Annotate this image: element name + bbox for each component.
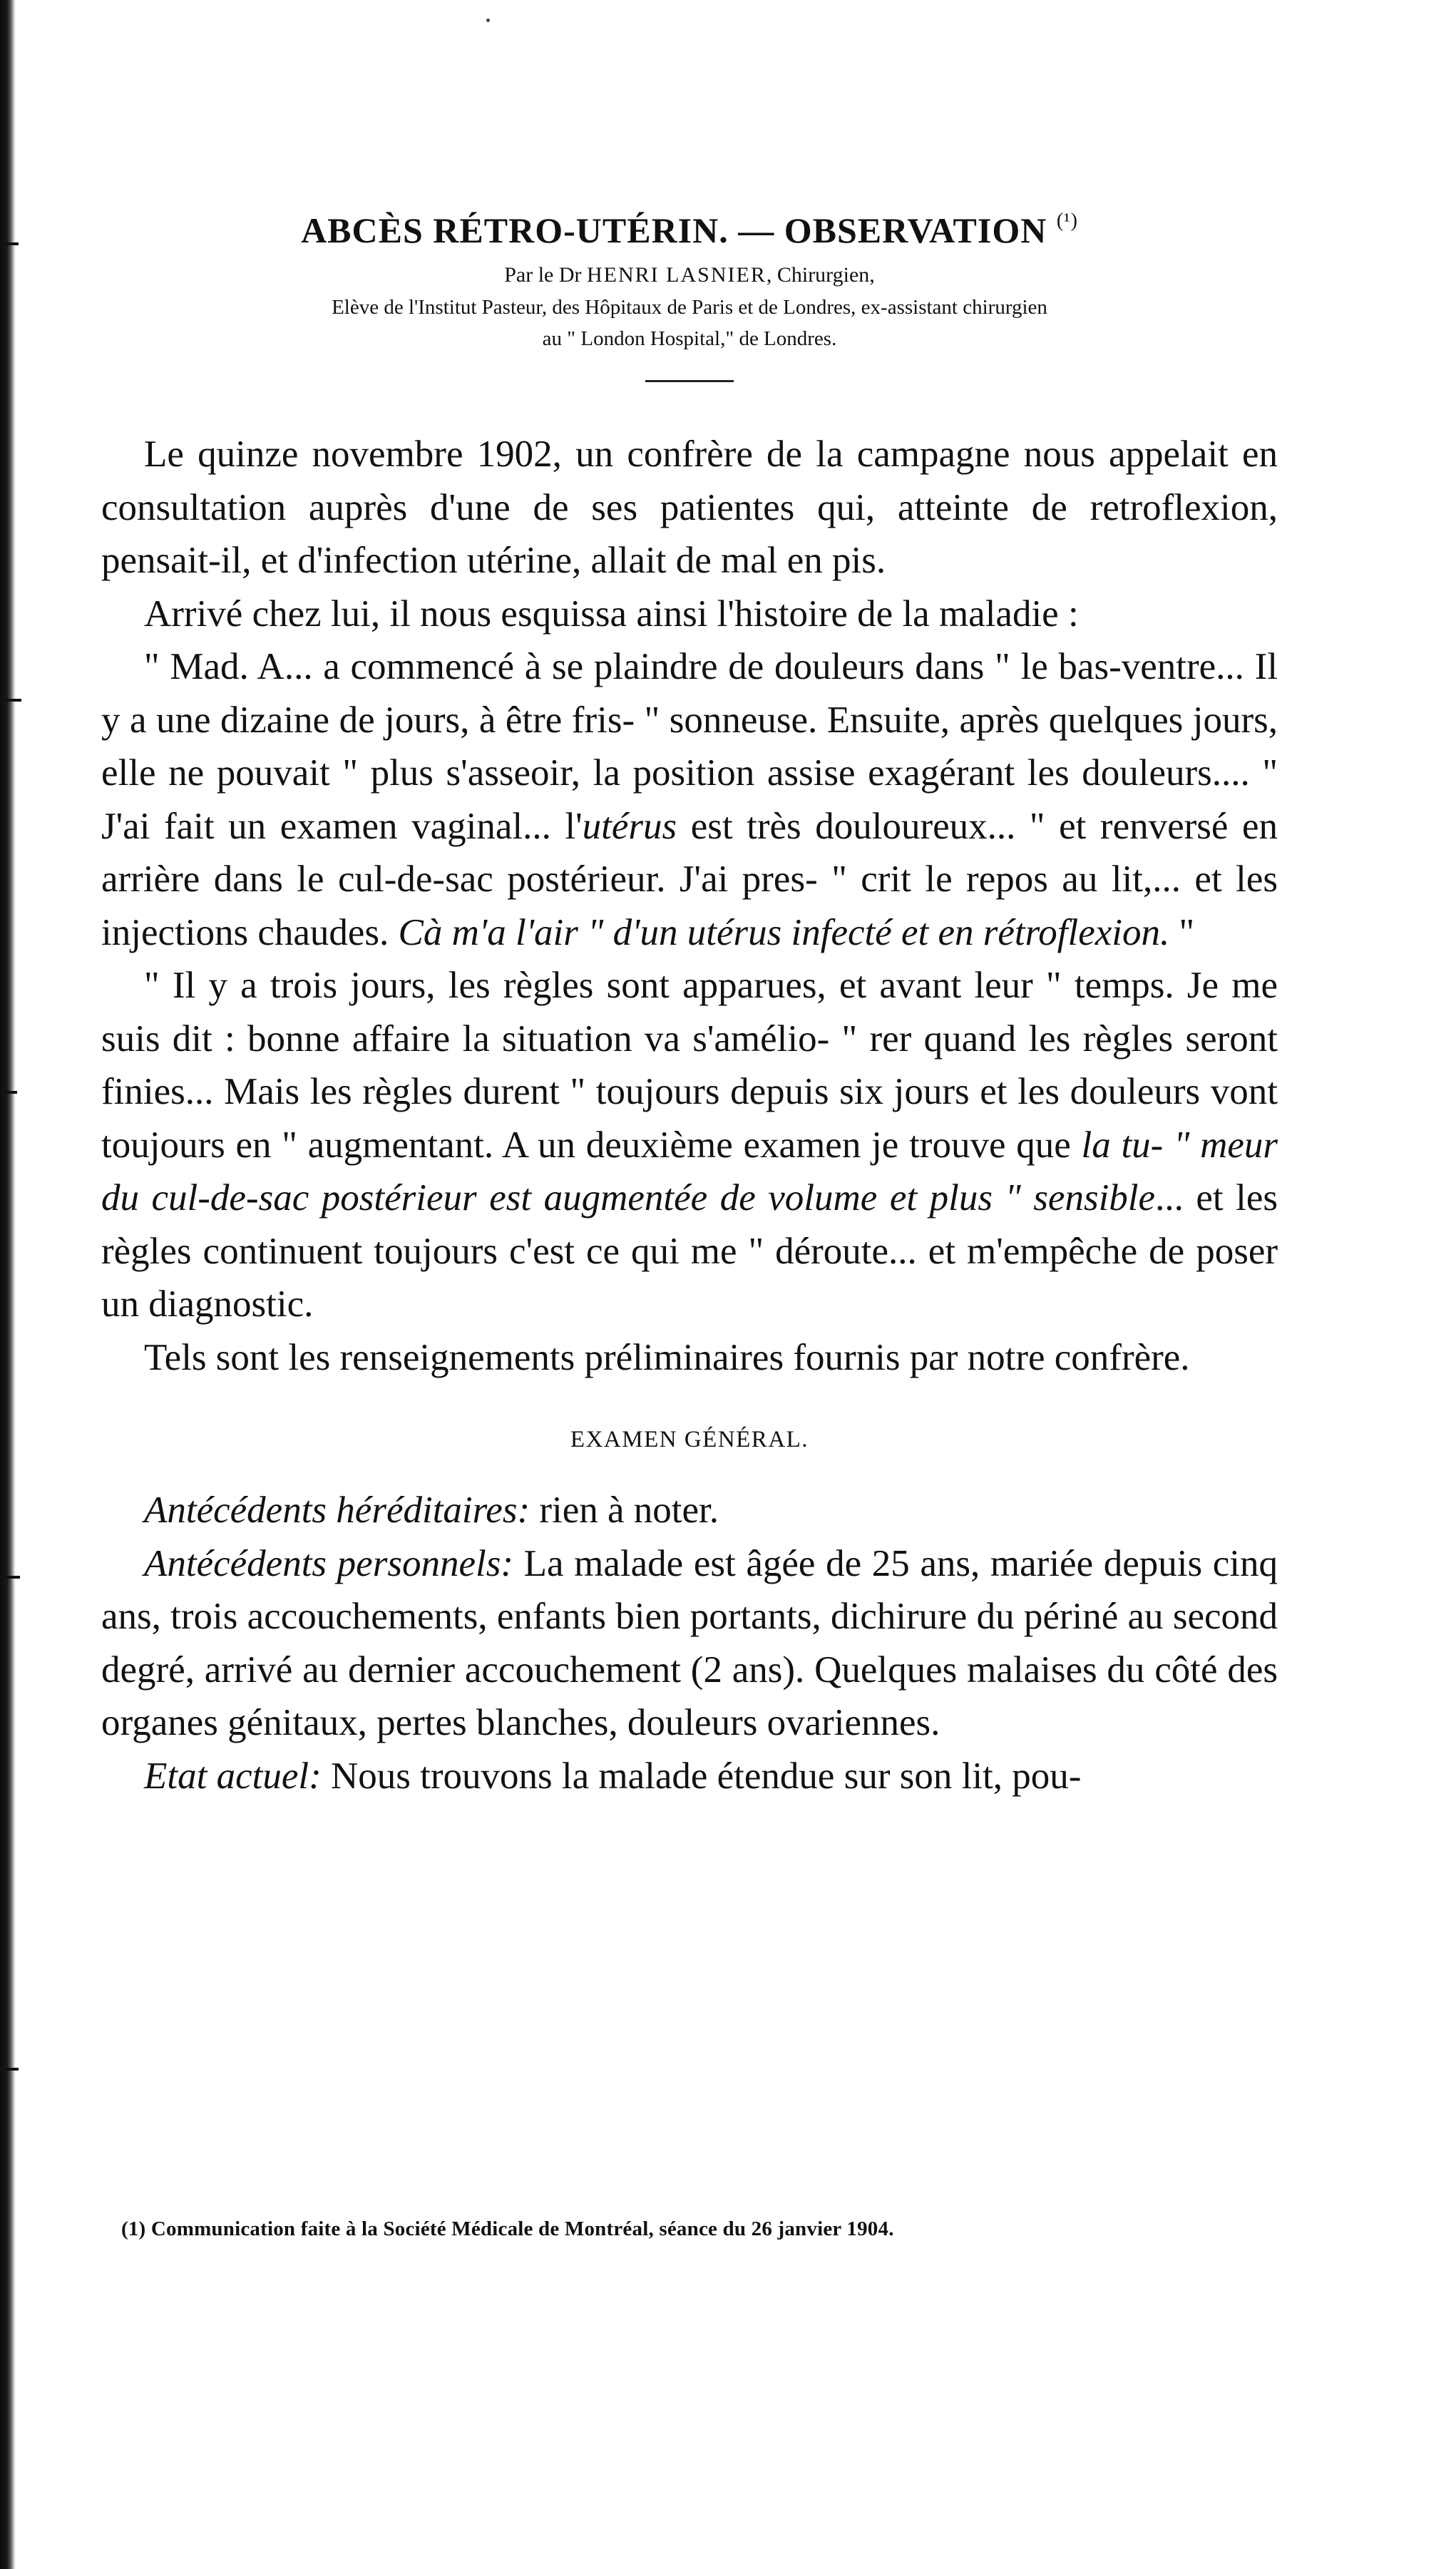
paragraph [101, 1537, 1278, 1750]
author-name: HENRI LASNIER [587, 263, 767, 287]
quoted-paragraph [101, 640, 1278, 959]
header-divider [645, 380, 734, 382]
paragraph [101, 1750, 1278, 1803]
edge-mark [0, 242, 19, 245]
quote-text: " Mad. A... a commencé à se plaindre de douleurs dans " le bas-ventre... Il y a une dizaine de jours, à être fris- " sonneuse. Ensuite, après quelques jours, elle ne pouvait " plus s'asseoir, la position assise exagérant les douleurs.... " J'ai fait un examen vaginal... l' [101, 646, 1278, 847]
quote-text: ... et les règles continuent toujours c'est ce qui me " déroute... et m'empêche de poser un diagnostic. [101, 1177, 1278, 1325]
paragraph: Arrivé chez lui, il nous esquissa ainsi l'histoire de la maladie : [144, 593, 1079, 635]
paragraph: Tels sont les renseignements préliminaires fournis par notre confrère. [144, 1336, 1190, 1378]
edge-mark [0, 2068, 19, 2071]
edge-mark [0, 1091, 17, 1094]
quote-text: " [1169, 911, 1195, 953]
affiliation-line: Elève de l'Institut Pasteur, des Hôpitaux de Paris et de Londres, ex-assistant chirurgien [332, 296, 1047, 319]
paragraph-text: Nous trouvons la malade étendue sur son lit, pou- [321, 1755, 1082, 1797]
paragraph-text: La malade est âgée de 25 ans, mariée depuis cinq ans, trois accouchements, enfants bien portants, dichirure du périné au second degré, arrivé au dernier accouchement (2 ans). Quelques malaises du côté des organes génitaux, pertes blanches, douleurs ovariennes. [101, 1542, 1278, 1743]
paragraph: Le quinze novembre 1902, un confrère de la campagne nous appelait en consultation auprès d'une de ses patientes qui, atteinte de retroflexion, pensait-il, et d'infection utérine, allait de mal en pis. [101, 434, 1278, 581]
quote-emphasis: utérus [582, 805, 677, 847]
paragraph [101, 1484, 1278, 1537]
byline [101, 260, 1278, 290]
byline-prefix: Par le Dr [504, 263, 582, 287]
paragraph-text: rien à noter. [530, 1489, 719, 1531]
edge-mark [0, 699, 21, 702]
quote-text: est très douloureux... " et renversé en arrière dans le cul-de-sac postérieur. J'ai pres- " crit le repos au lit,... et les injections chaudes. [101, 805, 1278, 953]
footnote-reference: (¹) [1056, 210, 1078, 232]
quote-text: " Il y a trois jours, les règles sont apparues, et avant leur " temps. Je me suis dit : bonne affaire la situation va s'amélio- " rer quand les règles seront finies... Mais les règles durent " toujours depuis six jours et les douleurs vont toujours en " augmentant. A un deuxième examen je trouve que [101, 965, 1278, 1166]
page-binding-edge [0, 0, 16, 2569]
paragraph-lead: Antécédents héréditaires: [144, 1489, 530, 1531]
footnote [121, 2215, 1278, 2243]
quoted-paragraph [101, 959, 1278, 1331]
affiliation [101, 292, 1278, 354]
title-text: ABCÈS RÉTRO-UTÉRIN. — OBSERVATION [301, 210, 1047, 250]
article-header [101, 197, 1278, 382]
document-page [101, 0, 1278, 2569]
article-body [101, 428, 1278, 1803]
quote-emphasis: Cà m'a l'air " d'un utérus infecté et en rétroflexion. [398, 911, 1170, 953]
footnote-text: Communication faite à la Société Médicale de Montréal, séance du 26 janvier 1904. [150, 2217, 894, 2240]
edge-mark [0, 1576, 20, 1579]
quote-emphasis: la tu- " meur du cul-de-sac postérieur est augmentée de volume et plus " sensible [101, 1124, 1278, 1219]
paragraph-lead: Antécédents personnels: [144, 1542, 513, 1584]
affiliation-line: au " London Hospital," de Londres. [542, 327, 837, 350]
article-title [101, 197, 1278, 255]
print-speck [486, 19, 490, 22]
author-role: , Chirurgien, [766, 263, 875, 287]
section-heading: EXAMEN GÉNÉRAL. [570, 1427, 809, 1452]
paragraph-lead: Etat actuel: [144, 1755, 322, 1797]
footnote-marker: (1) [121, 2217, 146, 2240]
